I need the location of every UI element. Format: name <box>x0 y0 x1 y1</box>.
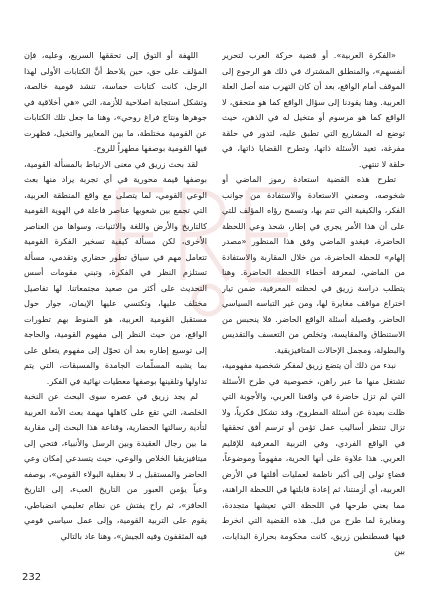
paragraph: نبدء من ذلك أن يتضع زريق لمفكر شخصية مفهومية، تشتغل منها ما عبر راهن، خصوصية في طرح الأسئلة التي لم تزل حاضرة في واقعنا العربي، والأجوبة التي ظلت بعيدة عن أسئلة المطروح، وقد تشكل فكرياً، ولا تزال تنتظر أساليب عمل تؤمن أو ترسم أفق تحققها في الواقع الفردي، وفي التربية المعرفية للإقليم العربي. هذا علاوة على أنها الحرية، مفهوماً وموضوعاً، فضاءٍ تولى إلى أكبر ناظمة لعمليات أقلتها في الأرض العربية، أي أزمنتنا، ثم إعادة قابلتها في اللحظة الراهنة، مما يعني طرحها في اللحظة التي تعيشها متجددة، ومغايرة لما طرح من قبل. هذه القضية التي انخرط فيها قسطنطين زريق، كانت محكومة بحرارة البدايات، بين <box>222 360 405 556</box>
paragraph: تطرح هذه القضية استعادة رموز الماضي أو شخوصه، وصعني الاستعادة والاستفادة من جوانب الفكر، والكيفية التي تتم بها، وتسمح رؤاه المؤلف للتي على أن هذا الأمر يجري في إطار، شحذ وعي اللحظة الحاضرة، فيغدو الماضي وفق هذا المنظور «مصدر إلهام» للحظة الحاضرة، من خلال المقاربة والاستفادة من الماضي، لمعرفة أخطاء اللحظة الحاضرة. وهنا يتطلب دراسة زريق في لحظته المعرفية، ضمن تيار اختراع مواقف مغايرة لها، ومن غير التباسه السياسي الحاضر، وقصيلة أسئلة الواقع الحاضر. فلا ينحبس من الاستنطاق والمقايسة، وتخلص من التعسف والتقديس والبطولة، ومجمل الإحالات المتافيزيقية. <box>222 174 405 355</box>
left-text-column <box>24 48 207 562</box>
paragraph: لم يجد زريق في عصره سوى البحث عن النخبة الخلصة، التي تقع على كاهلها مهمة بعث الأمة العربية لتأدية رسالتها الحضارية، وقناعة هذا البحث إلى مقاربة ما بين رجال العقيدة وبين الرسل والأنبياء، فتحي إلى ميتافيزيقيا الخلاص والوعي، حيث يتسدعي إمكان وعي الحاضر والمستقبل بـ لا بعقلية البولاء القومي»، بوصفه وعياً يؤمن العبور من التاريخ العبء، إلى التاريخ الحافز»، ثم راح يفتش عن نظام تعليمي انضباطي، يقوم على التربية القومية، وإلى عمل سياسي قومي فيه المثقفون وفيه الجيش»، وهنا عاد بالتالي <box>24 391 207 541</box>
paragraph: اللهفة أو التوق إلى تحققها السريع، وعليه، فإن المؤلف على حق، حين يلاحظ أنَّ الكتابات الأولى لهذا الرجل، كانت كتابات حماسة، تنشد قومية خالصة، وتشكل استجابة اصلاحية للأزمة، التي «هي أخلاقية في جوهرها ونتاج فراغ روحي»، وهنا ما جعل تلك الكتابات عن القومية مختلطة، ما بين المعايير والتخيل، فظهرت فيها القومية بوصفها مطهراً للروح. <box>24 50 207 153</box>
page-number: 232 <box>22 572 42 583</box>
paragraph: لقد بحث زريق في معنى الارتباط بالمسألة القومية، بوصفها قيمة محورية في أي تجربة يراد منها بعث الوعي القومي، لما يتصلى مع واقع المنطقة العربية، التي تجمع بين شعوبها عناصر فاعلة في الهوية القومية كالتاريخ والأرض واللغة والاثنيات، وسواها من العناصر الأخرى، لكن مسألة كيفية تسخير الفكرة القومية تتعامل مهم في سياق تطور حضاري وتقدمي، مسألة تستلزم النظر في الفكرة، وتبني مقومات أسس التحديث على أكثر من صعيد مجتمعاتنا. لها تفاصيل مختلف عليها، وتكتسي عليها الإيمان، جوار حول مستقبل القومية العربية، هو المنوط بهم تطورات الواقع، من حيث النظر إلى مفهوم القومية، والحاجة إلى توسيع إطاره بعد أن تحوّل إلى مفهوم يتعلق على بما يشبه المسلّمات الجامدة والمسبقات، التي يتم تداولها وتلقينها بوصفها معطيات نهائية في الفكر. <box>24 158 207 386</box>
paragraph: «الفكرة العربية». أو قضية حركة العرب لتحرير أنفسهم»، والمنطلق المشترك في ذلك هو الرجوع إلى الموقف أمام الواقع، بعد أن كان التهرب منه أصل العلة العربية. وهنا يقودنا إلى سؤال الواقع كما هو متحقق، لا الواقع كما هو مرسوم أو متخيل له في الذهن، حيث توضع له المشاريع التي تطبق عليه، لتدور في حلقة مفرغة، تعيد الأسئلة ذاتها، وتطرح القضايا ذاتها، في حلقة لا تنتهي. <box>222 50 405 169</box>
right-text-column <box>222 48 405 562</box>
